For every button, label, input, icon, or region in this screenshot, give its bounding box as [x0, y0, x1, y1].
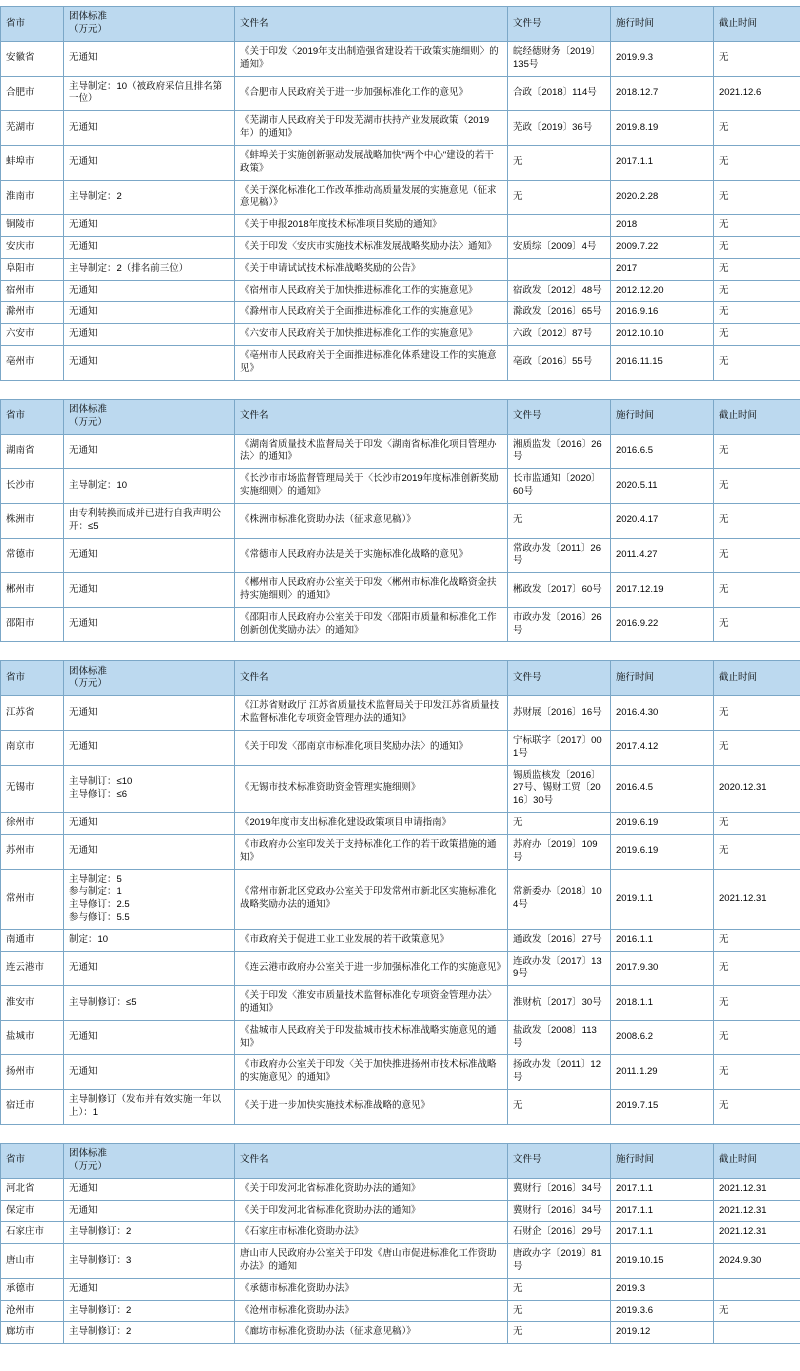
cell-standard: 主导制修订（发布并有效实施一年以上）：1: [64, 1090, 235, 1125]
cell-effective-date: 2017.4.12: [611, 731, 714, 766]
cell-effective-date: 2016.11.15: [611, 346, 714, 381]
cell-doc-name: 《滁州市人民政府关于全面推进标准化工作的实施意见》: [235, 302, 508, 324]
table-row: [1, 607, 800, 642]
cell-doc-no: 石财企〔2016〕29号: [508, 1222, 611, 1244]
cell-doc-name: 《关于印发〈淮安市质量技术监督标准化专项资金管理办法〉的通知》: [235, 986, 508, 1021]
cell-expiry-date: 2024.9.30: [714, 1244, 800, 1279]
cell-doc-no: 冀财行〔2016〕34号: [508, 1200, 611, 1222]
table-header-row: [1, 661, 800, 696]
cell-standard: 无通知: [64, 434, 235, 469]
table-row: [1, 434, 800, 469]
cell-effective-date: 2016.6.5: [611, 434, 714, 469]
cell-expiry-date: 2021.12.31: [714, 1200, 800, 1222]
cell-doc-no: 六政〔2012〕87号: [508, 324, 611, 346]
cell-doc-name: 《亳州市人民政府关于全面推进标准化体系建设工作的实施意见》: [235, 346, 508, 381]
cell-effective-date: 2011.1.29: [611, 1055, 714, 1090]
table-header-row: [1, 1143, 800, 1178]
cell-expiry-date: 无: [714, 434, 800, 469]
header-region: 省市: [1, 7, 64, 42]
policy-table: [0, 660, 800, 1124]
cell-expiry-date: 无: [714, 538, 800, 573]
header-doc-no: 文件号: [508, 399, 611, 434]
table-row: [1, 469, 800, 504]
cell-standard: 主导制修订：3: [64, 1244, 235, 1279]
cell-doc-name: 《常德市人民政府办法是关于实施标准化战略的意见》: [235, 538, 508, 573]
cell-region: 保定市: [1, 1200, 64, 1222]
cell-doc-no: 无: [508, 145, 611, 180]
cell-doc-name: 《关于印发河北省标准化资助办法的通知》: [235, 1178, 508, 1200]
cell-region: 安徽省: [1, 42, 64, 77]
cell-expiry-date: 无: [714, 696, 800, 731]
cell-expiry-date: 无: [714, 929, 800, 951]
cell-doc-name: 《关于印发河北省标准化资助办法的通知》: [235, 1200, 508, 1222]
cell-region: 徐州市: [1, 813, 64, 835]
cell-effective-date: 2020.4.17: [611, 503, 714, 538]
cell-doc-name: 《六安市人民政府关于加快推进标准化工作的实施意见》: [235, 324, 508, 346]
table-row: [1, 503, 800, 538]
cell-doc-no: 市政办发〔2016〕26号: [508, 607, 611, 642]
cell-standard: 无通知: [64, 731, 235, 766]
cell-effective-date: 2019.9.3: [611, 42, 714, 77]
cell-expiry-date: 无: [714, 986, 800, 1021]
cell-doc-name: 《关于申请试试技术标准战略奖励的公告》: [235, 258, 508, 280]
cell-region: 芜湖市: [1, 111, 64, 146]
header-doc-name: 文件名: [235, 661, 508, 696]
cell-doc-name: 《关于印发〈邵南京市标准化项目奖励办法〉的通知》: [235, 731, 508, 766]
table-block-gap: [0, 642, 800, 660]
cell-doc-name: 《常州市新北区党政办公室关于印发常州市新北区实施标准化战略奖励办法的通知》: [235, 869, 508, 929]
cell-expiry-date: 无: [714, 215, 800, 237]
table-header-row: [1, 399, 800, 434]
header-effective-date: 施行时间: [611, 7, 714, 42]
cell-doc-no: 宿政发〔2012〕48号: [508, 280, 611, 302]
header-doc-no: 文件号: [508, 7, 611, 42]
header-region: 省市: [1, 399, 64, 434]
cell-expiry-date: 无: [714, 731, 800, 766]
cell-expiry-date: 2021.12.31: [714, 1178, 800, 1200]
table-row: [1, 1300, 800, 1322]
table-row: [1, 1222, 800, 1244]
table-row: [1, 280, 800, 302]
cell-standard: 由专利转换而成并已进行自我声明公开：≤5: [64, 503, 235, 538]
cell-standard: 无通知: [64, 42, 235, 77]
cell-expiry-date: 无: [714, 607, 800, 642]
cell-effective-date: 2019.6.19: [611, 834, 714, 869]
cell-standard: 无通知: [64, 1278, 235, 1300]
cell-standard: 无通知: [64, 1178, 235, 1200]
cell-standard: 制定：10: [64, 929, 235, 951]
cell-doc-name: 《郴州市人民政府办公室关于印发〈郴州市标准化战略资金扶持实施细则〉的通知》: [235, 573, 508, 608]
cell-region: 郴州市: [1, 573, 64, 608]
header-doc-no: 文件号: [508, 1143, 611, 1178]
cell-doc-name: 《芜湖市人民政府关于印发芜湖市扶持产业发展政策（2019年）的通知》: [235, 111, 508, 146]
cell-region: 连云港市: [1, 951, 64, 986]
cell-standard: 主导制修订：2: [64, 1222, 235, 1244]
cell-standard: 无通知: [64, 1200, 235, 1222]
cell-region: 六安市: [1, 324, 64, 346]
cell-standard: 无通知: [64, 145, 235, 180]
cell-standard: 无通知: [64, 346, 235, 381]
cell-standard: 主导制修订：2: [64, 1322, 235, 1344]
cell-doc-no: 长市监通知〔2020〕60号: [508, 469, 611, 504]
cell-doc-name: 《关于印发〈安庆市实施技术标准发展战略奖励办法〉通知》: [235, 236, 508, 258]
cell-doc-no: 郴政发〔2017〕60号: [508, 573, 611, 608]
header-expiry-date: 截止时间: [714, 399, 800, 434]
cell-doc-name: 《2019年度市支出标准化建设政策项目申请指南》: [235, 813, 508, 835]
cell-expiry-date: 无: [714, 469, 800, 504]
cell-region: 亳州市: [1, 346, 64, 381]
policy-table-block: [0, 1143, 800, 1345]
header-effective-date: 施行时间: [611, 399, 714, 434]
cell-doc-no: 连政办发〔2017〕139号: [508, 951, 611, 986]
cell-region: 长沙市: [1, 469, 64, 504]
cell-expiry-date: 无: [714, 42, 800, 77]
table-row: [1, 573, 800, 608]
cell-region: 盐城市: [1, 1020, 64, 1055]
table-row: [1, 834, 800, 869]
cell-doc-no: 湘质监发〔2016〕26号: [508, 434, 611, 469]
cell-region: 阜阳市: [1, 258, 64, 280]
cell-effective-date: 2017.1.1: [611, 145, 714, 180]
table-block-gap: [0, 381, 800, 399]
cell-expiry-date: 2020.12.31: [714, 765, 800, 812]
cell-doc-no: 通政发〔2016〕27号: [508, 929, 611, 951]
cell-doc-no: 扬政办发〔2011〕12号: [508, 1055, 611, 1090]
cell-effective-date: 2018: [611, 215, 714, 237]
table-row: [1, 145, 800, 180]
table-row: [1, 1200, 800, 1222]
cell-doc-name: 《江苏省财政厅 江苏省质量技术监督局关于印发江苏省质量技术监督标准化专项资金管理办法的通知》: [235, 696, 508, 731]
cell-doc-no: 合政〔2018〕114号: [508, 76, 611, 111]
cell-region: 沧州市: [1, 1300, 64, 1322]
cell-region: 邵阳市: [1, 607, 64, 642]
cell-effective-date: 2011.4.27: [611, 538, 714, 573]
cell-doc-name: 《连云港市政府办公室关于进一步加强标准化工作的实施意见》: [235, 951, 508, 986]
header-standard: 团体标准 （万元）: [64, 399, 235, 434]
header-standard: 团体标准 （万元）: [64, 661, 235, 696]
cell-standard: 主导制订：≤10 主导修订：≤6: [64, 765, 235, 812]
cell-doc-no: 锡质监核发〔2016〕27号、锡财工贸〔2016〕30号: [508, 765, 611, 812]
cell-effective-date: 2020.2.28: [611, 180, 714, 215]
cell-doc-name: 《关于印发〈2019年支出制造强省建设若干政策实施细则〉的通知》: [235, 42, 508, 77]
cell-doc-no: 无: [508, 1278, 611, 1300]
cell-region: 常州市: [1, 869, 64, 929]
cell-doc-name: 《市政府办公室关于印发〈关于加快推进扬州市技术标准战略的实施意见〉的通知》: [235, 1055, 508, 1090]
cell-expiry-date: [714, 1278, 800, 1300]
header-doc-name: 文件名: [235, 399, 508, 434]
header-doc-no: 文件号: [508, 661, 611, 696]
table-row: [1, 324, 800, 346]
cell-region: 扬州市: [1, 1055, 64, 1090]
cell-doc-no: 无: [508, 180, 611, 215]
table-row: [1, 929, 800, 951]
cell-expiry-date: 无: [714, 1020, 800, 1055]
cell-doc-no: 无: [508, 813, 611, 835]
cell-effective-date: 2008.6.2: [611, 1020, 714, 1055]
table-row: [1, 1090, 800, 1125]
cell-doc-name: 《承德市标准化资助办法》: [235, 1278, 508, 1300]
table-row: [1, 869, 800, 929]
cell-standard: 主导制修订：≤5: [64, 986, 235, 1021]
cell-standard: 无通知: [64, 696, 235, 731]
cell-effective-date: 2019.12: [611, 1322, 714, 1344]
cell-doc-name: 《市政府关于促进工业工业发展的若干政策意见》: [235, 929, 508, 951]
table-row: [1, 696, 800, 731]
cell-standard: 无通知: [64, 1020, 235, 1055]
cell-expiry-date: 无: [714, 111, 800, 146]
cell-region: 南通市: [1, 929, 64, 951]
cell-effective-date: 2009.7.22: [611, 236, 714, 258]
cell-doc-name: 《长沙市市场监督管理局关于〈长沙市2019年度标准创新奖励实施细则〉的通知》: [235, 469, 508, 504]
cell-effective-date: 2019.6.19: [611, 813, 714, 835]
cell-region: 江苏省: [1, 696, 64, 731]
cell-effective-date: 2020.5.11: [611, 469, 714, 504]
cell-effective-date: 2017.1.1: [611, 1222, 714, 1244]
cell-standard: 无通知: [64, 573, 235, 608]
cell-doc-no: 皖经德财务〔2019〕135号: [508, 42, 611, 77]
cell-region: 河北省: [1, 1178, 64, 1200]
cell-region: 铜陵市: [1, 215, 64, 237]
cell-region: 承德市: [1, 1278, 64, 1300]
cell-effective-date: 2017.9.30: [611, 951, 714, 986]
policy-table: [0, 1143, 800, 1345]
cell-expiry-date: 无: [714, 145, 800, 180]
cell-doc-name: 《沧州市标准化资助办法》: [235, 1300, 508, 1322]
table-row: [1, 1322, 800, 1344]
cell-effective-date: 2016.4.30: [611, 696, 714, 731]
cell-region: 淮安市: [1, 986, 64, 1021]
cell-doc-name: 唐山市人民政府办公室关于印发《唐山市促进标准化工作资助办法》的通知: [235, 1244, 508, 1279]
cell-expiry-date: 2021.12.31: [714, 1222, 800, 1244]
cell-standard: 无通知: [64, 813, 235, 835]
cell-expiry-date: 无: [714, 503, 800, 538]
table-row: [1, 215, 800, 237]
table-row: [1, 813, 800, 835]
cell-doc-no: 苏财展〔2016〕16号: [508, 696, 611, 731]
header-expiry-date: 截止时间: [714, 7, 800, 42]
cell-region: 滁州市: [1, 302, 64, 324]
table-row: [1, 180, 800, 215]
cell-effective-date: 2017.12.19: [611, 573, 714, 608]
cell-expiry-date: 无: [714, 951, 800, 986]
cell-region: 株洲市: [1, 503, 64, 538]
cell-effective-date: 2017.1.1: [611, 1178, 714, 1200]
cell-doc-name: 《石家庄市标准化资助办法》: [235, 1222, 508, 1244]
cell-region: 湖南省: [1, 434, 64, 469]
cell-effective-date: 2016.9.22: [611, 607, 714, 642]
header-standard: 团体标准 （万元）: [64, 7, 235, 42]
cell-doc-name: 《关于进一步加快实施技术标准战略的意见》: [235, 1090, 508, 1125]
cell-doc-name: 《蚌埠关于实施创新驱动发展战略加快"两个中心"建设的若干政策》: [235, 145, 508, 180]
cell-effective-date: 2012.12.20: [611, 280, 714, 302]
cell-doc-no: 芜政〔2019〕36号: [508, 111, 611, 146]
header-standard: 团体标准 （万元）: [64, 1143, 235, 1178]
cell-expiry-date: 无: [714, 324, 800, 346]
policy-table: [0, 399, 800, 643]
cell-standard: 无通知: [64, 215, 235, 237]
cell-doc-no: 盐政发〔2008〕113号: [508, 1020, 611, 1055]
cell-expiry-date: 无: [714, 258, 800, 280]
cell-effective-date: 2019.3.6: [611, 1300, 714, 1322]
cell-expiry-date: 无: [714, 302, 800, 324]
cell-standard: 主导制定：5 参与制定：1 主导修订：2.5 参与修订：5.5: [64, 869, 235, 929]
cell-standard: 无通知: [64, 280, 235, 302]
cell-standard: 无通知: [64, 236, 235, 258]
table-row: [1, 951, 800, 986]
table-row: [1, 731, 800, 766]
cell-region: 安庆市: [1, 236, 64, 258]
cell-doc-name: 《盐城市人民政府关于印发盐城市技术标准战略实施意见的通知》: [235, 1020, 508, 1055]
cell-doc-no: 安质综〔2009〕4号: [508, 236, 611, 258]
cell-expiry-date: 无: [714, 236, 800, 258]
cell-doc-no: [508, 215, 611, 237]
cell-effective-date: 2018.12.7: [611, 76, 714, 111]
table-row: [1, 1178, 800, 1200]
header-expiry-date: 截止时间: [714, 661, 800, 696]
cell-expiry-date: [714, 1322, 800, 1344]
table-row: [1, 1244, 800, 1279]
table-row: [1, 346, 800, 381]
table-row: [1, 1278, 800, 1300]
cell-region: 淮南市: [1, 180, 64, 215]
cell-effective-date: 2018.1.1: [611, 986, 714, 1021]
header-doc-name: 文件名: [235, 7, 508, 42]
cell-region: 常德市: [1, 538, 64, 573]
cell-standard: 主导制修订：2: [64, 1300, 235, 1322]
cell-doc-name: 《关于深化标准化工作改革推动高质量发展的实施意见（征求意见稿）》: [235, 180, 508, 215]
cell-doc-no: 常政办发〔2011〕26号: [508, 538, 611, 573]
cell-doc-no: 无: [508, 503, 611, 538]
cell-doc-no: 苏府办〔2019〕109号: [508, 834, 611, 869]
cell-doc-name: 《无锡市技术标准资助资金管理实施细则》: [235, 765, 508, 812]
header-region: 省市: [1, 661, 64, 696]
cell-expiry-date: 2021.12.31: [714, 869, 800, 929]
header-effective-date: 施行时间: [611, 661, 714, 696]
table-header-row: [1, 7, 800, 42]
cell-doc-name: 《邵阳市人民政府办公室关于印发〈邵阳市质量和标准化工作创新创优奖励办法〉的通知》: [235, 607, 508, 642]
cell-effective-date: 2019.8.19: [611, 111, 714, 146]
cell-doc-name: 《宿州市人民政府关于加快推进标准化工作的实施意见》: [235, 280, 508, 302]
cell-expiry-date: 无: [714, 1300, 800, 1322]
cell-region: 无锡市: [1, 765, 64, 812]
cell-doc-name: 《株洲市标准化资助办法（征求意见稿）》: [235, 503, 508, 538]
cell-effective-date: 2016.4.5: [611, 765, 714, 812]
cell-effective-date: 2017.1.1: [611, 1200, 714, 1222]
cell-doc-no: 无: [508, 1090, 611, 1125]
cell-doc-name: 《关于申报2018年度技术标准项目奖励的通知》: [235, 215, 508, 237]
cell-region: 南京市: [1, 731, 64, 766]
cell-doc-no: 无: [508, 1300, 611, 1322]
cell-standard: 无通知: [64, 324, 235, 346]
header-doc-name: 文件名: [235, 1143, 508, 1178]
cell-doc-no: 亳政〔2016〕55号: [508, 346, 611, 381]
cell-expiry-date: 无: [714, 1090, 800, 1125]
cell-effective-date: 2019.1.1: [611, 869, 714, 929]
policy-table-block: [0, 6, 800, 381]
cell-expiry-date: 无: [714, 813, 800, 835]
cell-expiry-date: 无: [714, 346, 800, 381]
cell-expiry-date: 无: [714, 1055, 800, 1090]
cell-expiry-date: 无: [714, 573, 800, 608]
cell-region: 石家庄市: [1, 1222, 64, 1244]
cell-expiry-date: 无: [714, 834, 800, 869]
cell-standard: 无通知: [64, 111, 235, 146]
cell-doc-no: [508, 258, 611, 280]
cell-region: 唐山市: [1, 1244, 64, 1279]
cell-standard: 主导制定：10: [64, 469, 235, 504]
cell-standard: 无通知: [64, 834, 235, 869]
cell-doc-no: 滁政发〔2016〕65号: [508, 302, 611, 324]
cell-region: 宿迁市: [1, 1090, 64, 1125]
cell-doc-no: 无: [508, 1322, 611, 1344]
cell-doc-no: 宁标联字〔2017〕001号: [508, 731, 611, 766]
table-row: [1, 258, 800, 280]
cell-effective-date: 2019.7.15: [611, 1090, 714, 1125]
table-row: [1, 986, 800, 1021]
cell-effective-date: 2019.10.15: [611, 1244, 714, 1279]
table-row: [1, 1055, 800, 1090]
table-row: [1, 236, 800, 258]
cell-doc-name: 《湖南省质量技术监督局关于印发〈湖南省标准化项目管理办法〉的通知》: [235, 434, 508, 469]
header-effective-date: 施行时间: [611, 1143, 714, 1178]
cell-effective-date: 2012.10.10: [611, 324, 714, 346]
cell-doc-name: 《合肥市人民政府关于进一步加强标准化工作的意见》: [235, 76, 508, 111]
table-row: [1, 111, 800, 146]
cell-doc-no: 常新委办〔2018〕104号: [508, 869, 611, 929]
cell-doc-name: 《市政府办公室印发关于支持标准化工作的若干政策措施的通知》: [235, 834, 508, 869]
cell-region: 廊坊市: [1, 1322, 64, 1344]
cell-standard: 无通知: [64, 607, 235, 642]
cell-expiry-date: 2021.12.6: [714, 76, 800, 111]
cell-effective-date: 2017: [611, 258, 714, 280]
cell-standard: 主导制定：2: [64, 180, 235, 215]
cell-region: 合肥市: [1, 76, 64, 111]
cell-standard: 主导制定：2（排名前三位）: [64, 258, 235, 280]
cell-doc-no: 冀财行〔2016〕34号: [508, 1178, 611, 1200]
policy-table-block: [0, 660, 800, 1124]
policy-table-block: [0, 399, 800, 643]
tables-container: [0, 6, 800, 1344]
cell-expiry-date: 无: [714, 180, 800, 215]
table-row: [1, 765, 800, 812]
table-row: [1, 1020, 800, 1055]
cell-standard: 无通知: [64, 951, 235, 986]
cell-region: 蚌埠市: [1, 145, 64, 180]
cell-doc-no: 唐政办字〔2019〕81号: [508, 1244, 611, 1279]
table-row: [1, 302, 800, 324]
cell-standard: 无通知: [64, 302, 235, 324]
cell-effective-date: 2019.3: [611, 1278, 714, 1300]
cell-expiry-date: 无: [714, 280, 800, 302]
cell-doc-no: 淮财杭〔2017〕30号: [508, 986, 611, 1021]
cell-standard: 无通知: [64, 1055, 235, 1090]
cell-effective-date: 2016.9.16: [611, 302, 714, 324]
header-region: 省市: [1, 1143, 64, 1178]
header-expiry-date: 截止时间: [714, 1143, 800, 1178]
policy-table: [0, 6, 800, 381]
cell-region: 苏州市: [1, 834, 64, 869]
cell-region: 宿州市: [1, 280, 64, 302]
cell-doc-name: 《廊坊市标准化资助办法（征求意见稿）》: [235, 1322, 508, 1344]
table-block-gap: [0, 1125, 800, 1143]
cell-effective-date: 2016.1.1: [611, 929, 714, 951]
table-row: [1, 538, 800, 573]
cell-standard: 主导制定：10（被政府采信且排名第一位）: [64, 76, 235, 111]
table-row: [1, 76, 800, 111]
cell-standard: 无通知: [64, 538, 235, 573]
table-row: [1, 42, 800, 77]
